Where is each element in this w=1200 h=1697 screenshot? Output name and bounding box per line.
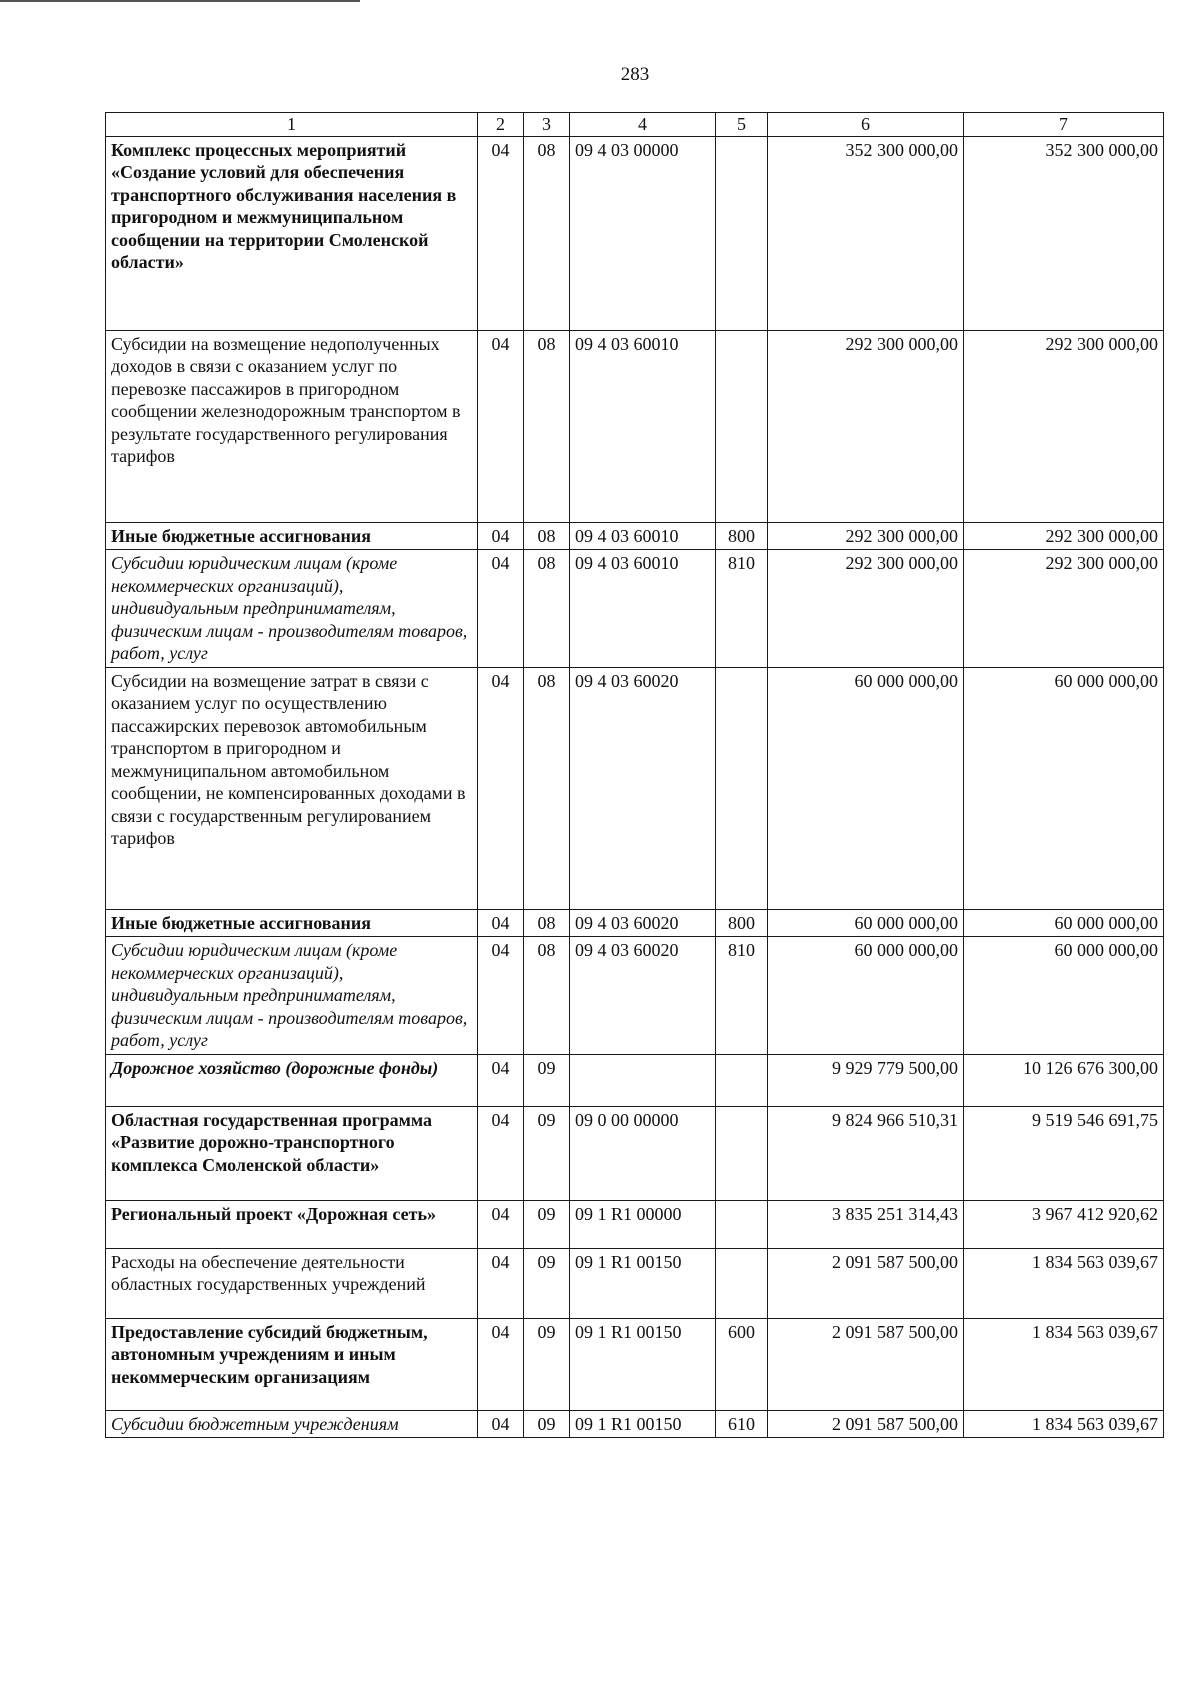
row-amount-year1: 292 300 000,00 — [768, 550, 964, 668]
table-row — [106, 522, 1164, 550]
table-row — [106, 1410, 1164, 1438]
row-amount-year2: 60 000 000,00 — [964, 667, 1164, 909]
row-amount-year2: 1 834 563 039,67 — [964, 1318, 1164, 1410]
row-section: 04 — [478, 1106, 524, 1200]
row-expense-type — [716, 330, 768, 522]
row-expense-type — [716, 1248, 768, 1318]
row-section: 04 — [478, 667, 524, 909]
row-name: Областная государственная программа «Развитие дорожно-транспортного комплекса Смоленской области» — [106, 1106, 478, 1200]
row-expense-type — [716, 667, 768, 909]
row-amount-year2: 292 300 000,00 — [964, 522, 1164, 550]
row-amount-year1: 352 300 000,00 — [768, 136, 964, 330]
col-header-2: 2 — [478, 113, 524, 137]
row-subsection: 08 — [524, 937, 570, 1055]
row-target-code — [570, 1054, 716, 1106]
row-name: Субсидии бюджетным учреждениям — [106, 1410, 478, 1438]
row-subsection: 08 — [524, 909, 570, 937]
row-subsection: 09 — [524, 1318, 570, 1410]
row-subsection: 08 — [524, 667, 570, 909]
row-amount-year2: 10 126 676 300,00 — [964, 1054, 1164, 1106]
table-row — [106, 1054, 1164, 1106]
row-name: Региональный проект «Дорожная сеть» — [106, 1200, 478, 1248]
row-section: 04 — [478, 1410, 524, 1438]
row-target-code: 09 4 03 60020 — [570, 667, 716, 909]
row-section: 04 — [478, 1054, 524, 1106]
row-subsection: 08 — [524, 550, 570, 668]
row-name: Расходы на обеспечение деятельности областных государственных учреждений — [106, 1248, 478, 1318]
row-expense-type: 810 — [716, 550, 768, 668]
row-subsection: 08 — [524, 136, 570, 330]
row-name: Субсидии на возмещение недополученных доходов в связи с оказанием услуг по перевозке пассажиров в пригородном сообщении железнодорожным транспортом в результате государственного регулирования тарифов — [106, 330, 478, 522]
row-expense-type: 610 — [716, 1410, 768, 1438]
row-target-code: 09 4 03 60020 — [570, 937, 716, 1055]
row-expense-type: 800 — [716, 909, 768, 937]
table-row — [106, 909, 1164, 937]
row-amount-year2: 352 300 000,00 — [964, 136, 1164, 330]
row-expense-type — [716, 136, 768, 330]
table-row — [106, 937, 1164, 1055]
row-name: Комплекс процессных мероприятий «Создание условий для обеспечения транспортного обслуживания населения в пригородном и межмуниципальном сообщении на территории Смоленской области» — [106, 136, 478, 330]
col-header-4: 4 — [570, 113, 716, 137]
col-header-3: 3 — [524, 113, 570, 137]
row-amount-year2: 1 834 563 039,67 — [964, 1410, 1164, 1438]
row-name: Субсидии на возмещение затрат в связи с оказанием услуг по осуществлению пассажирских перевозок автомобильным транспортом в пригородном и межмуниципальном автомобильном сообщении, не компенсированных доходами в связи с государственным регулированием тарифов — [106, 667, 478, 909]
row-amount-year2: 9 519 546 691,75 — [964, 1106, 1164, 1200]
row-amount-year1: 292 300 000,00 — [768, 522, 964, 550]
row-name: Иные бюджетные ассигнования — [106, 909, 478, 937]
row-expense-type: 810 — [716, 937, 768, 1055]
row-name: Субсидии юридическим лицам (кроме некоммерческих организаций), индивидуальным предпринимателям, физическим лицам - производителям товаров, работ, услуг — [106, 550, 478, 668]
row-section: 04 — [478, 522, 524, 550]
row-subsection: 09 — [524, 1248, 570, 1318]
row-amount-year2: 3 967 412 920,62 — [964, 1200, 1164, 1248]
row-target-code: 09 4 03 60010 — [570, 550, 716, 668]
page-number: 283 — [620, 64, 650, 85]
col-header-6: 6 — [768, 113, 964, 137]
table-row — [106, 1318, 1164, 1410]
row-amount-year2: 60 000 000,00 — [964, 937, 1164, 1055]
row-name: Предоставление субсидий бюджетным, автономным учреждениям и иным некоммерческим организациям — [106, 1318, 478, 1410]
table-row — [106, 136, 1164, 330]
row-expense-type — [716, 1054, 768, 1106]
row-expense-type — [716, 1106, 768, 1200]
table-row — [106, 330, 1164, 522]
row-amount-year1: 292 300 000,00 — [768, 330, 964, 522]
row-subsection: 09 — [524, 1106, 570, 1200]
row-target-code: 09 4 03 60010 — [570, 330, 716, 522]
row-amount-year1: 60 000 000,00 — [768, 667, 964, 909]
row-section: 04 — [478, 909, 524, 937]
table-row — [106, 1200, 1164, 1248]
row-target-code: 09 4 03 60020 — [570, 909, 716, 937]
row-subsection: 09 — [524, 1410, 570, 1438]
row-expense-type: 800 — [716, 522, 768, 550]
row-section: 04 — [478, 330, 524, 522]
row-name: Дорожное хозяйство (дорожные фонды) — [106, 1054, 478, 1106]
row-expense-type — [716, 1200, 768, 1248]
table-row — [106, 667, 1164, 909]
row-amount-year1: 2 091 587 500,00 — [768, 1248, 964, 1318]
row-amount-year2: 1 834 563 039,67 — [964, 1248, 1164, 1318]
row-amount-year1: 2 091 587 500,00 — [768, 1410, 964, 1438]
table-body — [106, 136, 1164, 1438]
row-section: 04 — [478, 937, 524, 1055]
row-amount-year2: 292 300 000,00 — [964, 330, 1164, 522]
col-header-5: 5 — [716, 113, 768, 137]
row-section: 04 — [478, 136, 524, 330]
row-target-code: 09 1 R1 00150 — [570, 1318, 716, 1410]
col-header-7: 7 — [964, 113, 1164, 137]
row-target-code: 09 0 00 00000 — [570, 1106, 716, 1200]
row-target-code: 09 4 03 60010 — [570, 522, 716, 550]
row-subsection: 08 — [524, 522, 570, 550]
column-number-row — [106, 113, 1164, 137]
row-subsection: 08 — [524, 330, 570, 522]
table-row — [106, 1248, 1164, 1318]
row-amount-year1: 9 929 779 500,00 — [768, 1054, 964, 1106]
row-subsection: 09 — [524, 1054, 570, 1106]
row-amount-year1: 9 824 966 510,31 — [768, 1106, 964, 1200]
row-amount-year1: 2 091 587 500,00 — [768, 1318, 964, 1410]
scan-edge-line — [0, 0, 360, 2]
table-row — [106, 550, 1164, 668]
row-target-code: 09 1 R1 00150 — [570, 1410, 716, 1438]
row-amount-year1: 3 835 251 314,43 — [768, 1200, 964, 1248]
row-section: 04 — [478, 1200, 524, 1248]
row-expense-type: 600 — [716, 1318, 768, 1410]
row-name: Иные бюджетные ассигнования — [106, 522, 478, 550]
row-subsection: 09 — [524, 1200, 570, 1248]
row-section: 04 — [478, 550, 524, 668]
row-target-code: 09 1 R1 00150 — [570, 1248, 716, 1318]
row-name: Субсидии юридическим лицам (кроме некоммерческих организаций), индивидуальным предпринимателям, физическим лицам - производителям товаров, работ, услуг — [106, 937, 478, 1055]
row-amount-year2: 60 000 000,00 — [964, 909, 1164, 937]
col-header-1: 1 — [106, 113, 478, 137]
row-target-code: 09 4 03 00000 — [570, 136, 716, 330]
row-section: 04 — [478, 1318, 524, 1410]
row-amount-year2: 292 300 000,00 — [964, 550, 1164, 668]
row-amount-year1: 60 000 000,00 — [768, 937, 964, 1055]
budget-table — [105, 112, 1164, 1438]
row-amount-year1: 60 000 000,00 — [768, 909, 964, 937]
row-section: 04 — [478, 1248, 524, 1318]
row-target-code: 09 1 R1 00000 — [570, 1200, 716, 1248]
table-row — [106, 1106, 1164, 1200]
